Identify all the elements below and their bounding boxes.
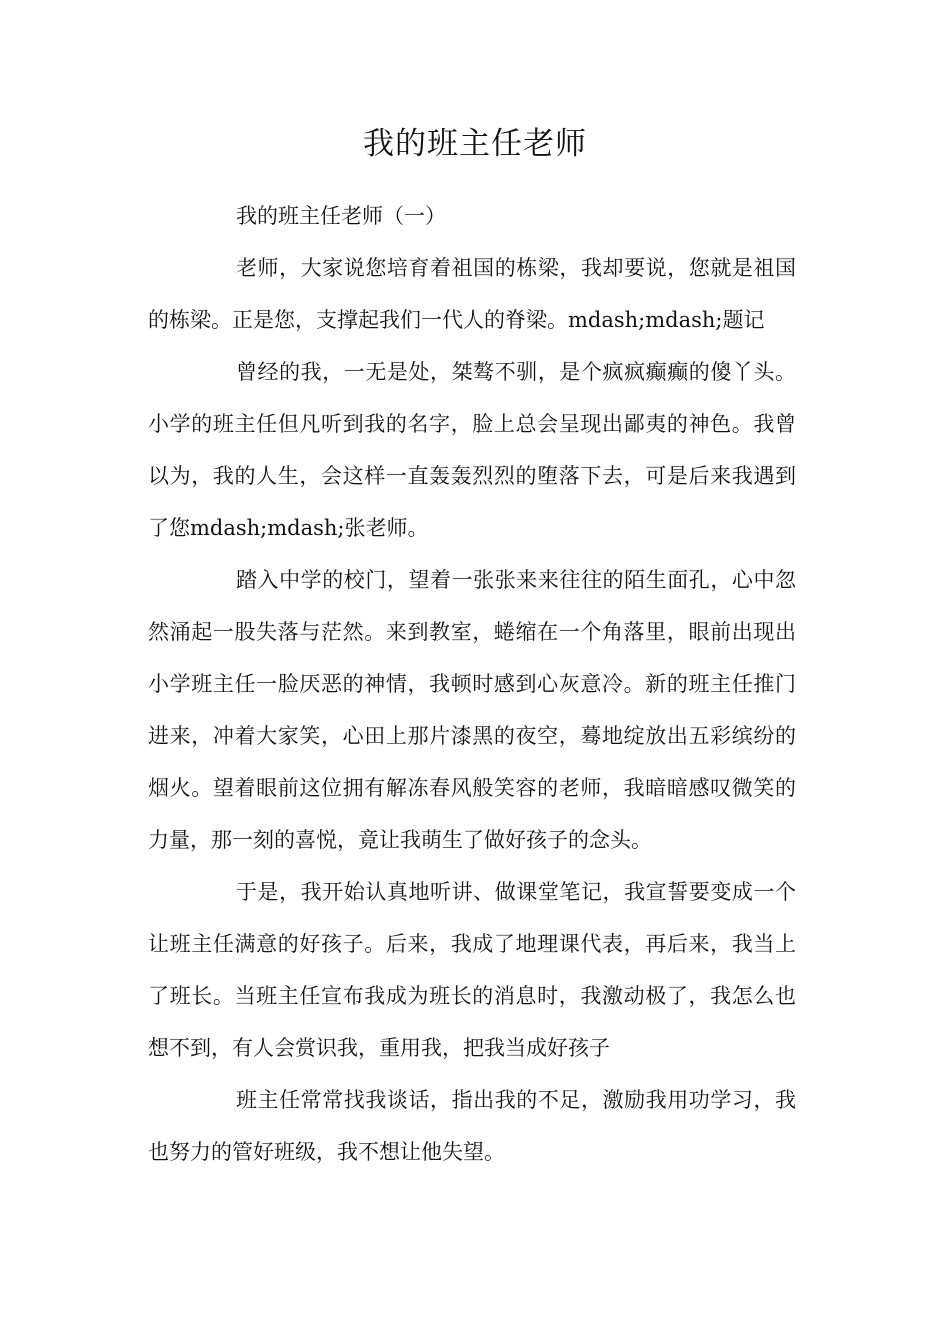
document-body <box>148 190 796 1178</box>
document-title: 我的班主任老师 <box>363 126 587 162</box>
section-heading: 我的班主任老师（一） <box>236 204 446 228</box>
paragraph-epigraph: 老师，大家说您培育着祖国的栋梁，我却要说，您就是祖国的栋梁。正是您，支撑起我们一代人的脊梁。mdash;mdash;题记 <box>148 256 796 332</box>
paragraph-past-self: 曾经的我，一无是处，桀骜不驯，是个疯疯癫癫的傻丫头。小学的班主任但凡听到我的名字，脸上总会呈现出鄙夷的神色。我曾以为，我的人生，会这样一直轰轰烈烈的堕落下去，可是后来我遇到了您mdash;mdash;张老师。 <box>148 360 796 540</box>
paragraph-teacher-talks: 班主任常常找我谈话，指出我的不足，激励我用功学习，我也努力的管好班级，我不想让他失望。 <box>148 1088 796 1164</box>
paragraph-becoming-monitor: 于是，我开始认真地听讲、做课堂笔记，我宣誓要变成一个让班主任满意的好孩子。后来，我成了地理课代表，再后来，我当上了班长。当班主任宣布我成为班长的消息时，我激动极了，我怎么也想不到，有人会赏识我，重用我，把我当成好孩子 <box>148 880 796 1060</box>
paragraph-middle-school: 踏入中学的校门，望着一张张来来往往的陌生面孔，心中忽然涌起一股失落与茫然。来到教室，蜷缩在一个角落里，眼前出现出小学班主任一脸厌恶的神情，我顿时感到心灰意冷。新的班主任推门进来，冲着大家笑，心田上那片漆黑的夜空，蓦地绽放出五彩缤纷的烟火。望着眼前这位拥有解冻春风般笑容的老师，我暗暗感叹微笑的力量，那一刻的喜悦，竟让我萌生了做好孩子的念头。 <box>148 568 796 852</box>
